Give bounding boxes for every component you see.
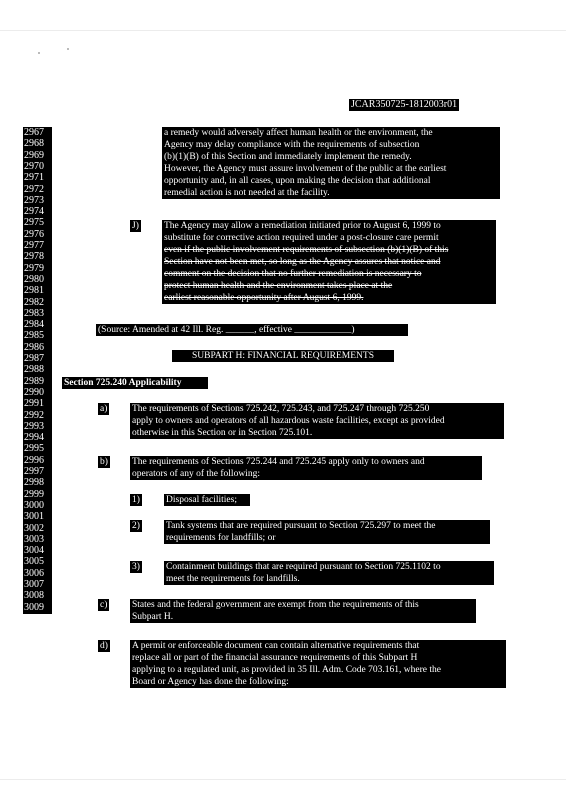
text-line: Containment buildings that are required pursuant to Section 725.1102 to	[166, 562, 441, 572]
line-number: 2996	[23, 455, 52, 467]
text-line: apply to owners and operators of all hazardous waste facilities, except as provided	[132, 416, 445, 426]
struck-text-line: even if the public involvement requirements of subsection (b)(1)(B) of this	[164, 245, 449, 255]
struck-text-line: protect human health and the environment takes place at the	[164, 281, 393, 291]
page-bottom-rule	[0, 779, 566, 780]
line-number: 3003	[23, 534, 52, 546]
line-number: 2989	[23, 376, 52, 388]
line-number: 2974	[23, 206, 52, 218]
line-number: 2982	[23, 297, 52, 309]
text-line: otherwise in this Section or in Section 725.101.	[132, 428, 313, 438]
line-number: 2978	[23, 251, 52, 263]
paragraph-j	[162, 220, 496, 304]
item-2	[164, 520, 490, 544]
text-line: States and the federal government are exempt from the requirements of this	[132, 600, 419, 610]
text-line: (b)(1)(B) of this Section and immediately implement the remedy.	[164, 152, 412, 162]
text-line: a remedy would adversely affect human health or the environment, the	[164, 128, 433, 138]
text-line: Agency may delay compliance with the requirements of subsection	[164, 140, 420, 150]
line-number: 3004	[23, 545, 52, 557]
text-line: Board or Agency has done the following:	[132, 677, 289, 687]
scan-speck	[67, 48, 69, 50]
subsection-label-j: J)	[132, 221, 139, 231]
text-line: Tank systems that are required pursuant to Section 725.297 to meet the	[166, 521, 436, 531]
line-number: 2983	[23, 308, 52, 320]
line-number: 2979	[23, 263, 52, 275]
line-number: 2991	[23, 398, 52, 410]
line-number: 2990	[23, 387, 52, 399]
text-line: The requirements of Sections 725.244 and 725.245 apply only to owners and	[132, 457, 425, 467]
subpart-heading: SUBPART H: FINANCIAL REQUIREMENTS	[172, 350, 394, 362]
line-number: 2992	[23, 410, 52, 422]
subsection-label-a: a)	[100, 404, 108, 414]
line-number: 3009	[23, 602, 52, 614]
line-number: 2988	[23, 364, 52, 376]
paragraph-c	[130, 599, 476, 623]
line-number: 2980	[23, 274, 52, 286]
line-number: 3005	[23, 556, 52, 568]
line-number: 3008	[23, 590, 52, 602]
line-number: 2977	[23, 240, 52, 252]
paragraph-d	[130, 640, 506, 688]
text-line: operators of any of the following:	[132, 469, 260, 479]
struck-text-line: earliest reasonable opportunity after August 6, 1999.	[164, 293, 364, 303]
section-heading: Section 725.240 Applicability	[62, 377, 208, 389]
line-number: 2995	[23, 443, 52, 455]
line-number: 2997	[23, 466, 52, 478]
line-number: 2984	[23, 319, 52, 331]
line-number: 2999	[23, 489, 52, 501]
line-number: 2972	[23, 184, 52, 196]
line-number: 2969	[23, 150, 52, 162]
line-number: 3001	[23, 511, 52, 523]
item-label-3: 3)	[132, 562, 140, 572]
line-number: 2987	[23, 353, 52, 365]
text-line: substitute for corrective action required under a post-closure care permit	[164, 233, 439, 243]
subsection-label-c: c)	[100, 600, 108, 610]
text-line: Disposal facilities;	[166, 495, 237, 505]
line-number: 2970	[23, 161, 52, 173]
text-line: The requirements of Sections 725.242, 725.243, and 725.247 through 725.250	[132, 404, 430, 414]
line-number: 2971	[23, 172, 52, 184]
struck-text-line: Section have not been met, so long as the Agency assures that notice and	[164, 257, 441, 267]
document-header-code: JCAR350725-1812003r01	[351, 99, 458, 110]
text-line: applying to a regulated unit, as provided in 35 Ill. Adm. Code 703.161, where the	[132, 665, 441, 675]
line-number: 3007	[23, 579, 52, 591]
line-number: 2967	[23, 127, 52, 139]
item-label-1: 1)	[132, 495, 140, 505]
text-line: However, the Agency must assure involvement of the public at the earliest	[164, 164, 447, 174]
item-3	[164, 561, 494, 585]
line-number: 2968	[23, 138, 52, 150]
line-number: 2993	[23, 421, 52, 433]
item-label-2: 2)	[132, 521, 140, 531]
subsection-label-d: d)	[100, 641, 108, 651]
struck-text-line: comment on the decision that no further remediation is necessary to	[164, 269, 422, 279]
page-top-rule	[0, 30, 566, 31]
line-number: 2998	[23, 477, 52, 489]
source-note: (Source: Amended at 42 Ill. Reg. ______, effective ____________)	[96, 324, 408, 336]
text-line: remedial action is not needed at the facility.	[164, 188, 330, 198]
line-number: 2976	[23, 229, 52, 241]
text-line: opportunity and, in all cases, upon making the decision that additional	[164, 176, 431, 186]
paragraph-a	[130, 403, 504, 439]
subsection-label-b: b)	[100, 457, 108, 467]
text-line: replace all or part of the financial assurance requirements of this Subpart H	[132, 653, 418, 663]
line-number: 3000	[23, 500, 52, 512]
line-number: 2981	[23, 285, 52, 297]
text-line: meet the requirements for landfills.	[166, 574, 300, 584]
text-line: Subpart H.	[132, 612, 174, 622]
text-line: A permit or enforceable document can contain alternative requirements that	[132, 641, 420, 651]
paragraph-continuation	[162, 127, 500, 199]
line-number: 2973	[23, 195, 52, 207]
text-line: requirements for landfills; or	[166, 533, 276, 543]
scan-speck	[38, 52, 40, 54]
line-number: 3002	[23, 523, 52, 535]
line-number: 2994	[23, 432, 52, 444]
line-number: 2975	[23, 217, 52, 229]
item-1	[164, 494, 250, 506]
line-number: 2986	[23, 342, 52, 354]
line-number: 3006	[23, 568, 52, 580]
line-number: 2985	[23, 330, 52, 342]
paragraph-b	[130, 456, 482, 480]
text-line: The Agency may allow a remediation initiated prior to August 6, 1999 to	[164, 221, 441, 231]
